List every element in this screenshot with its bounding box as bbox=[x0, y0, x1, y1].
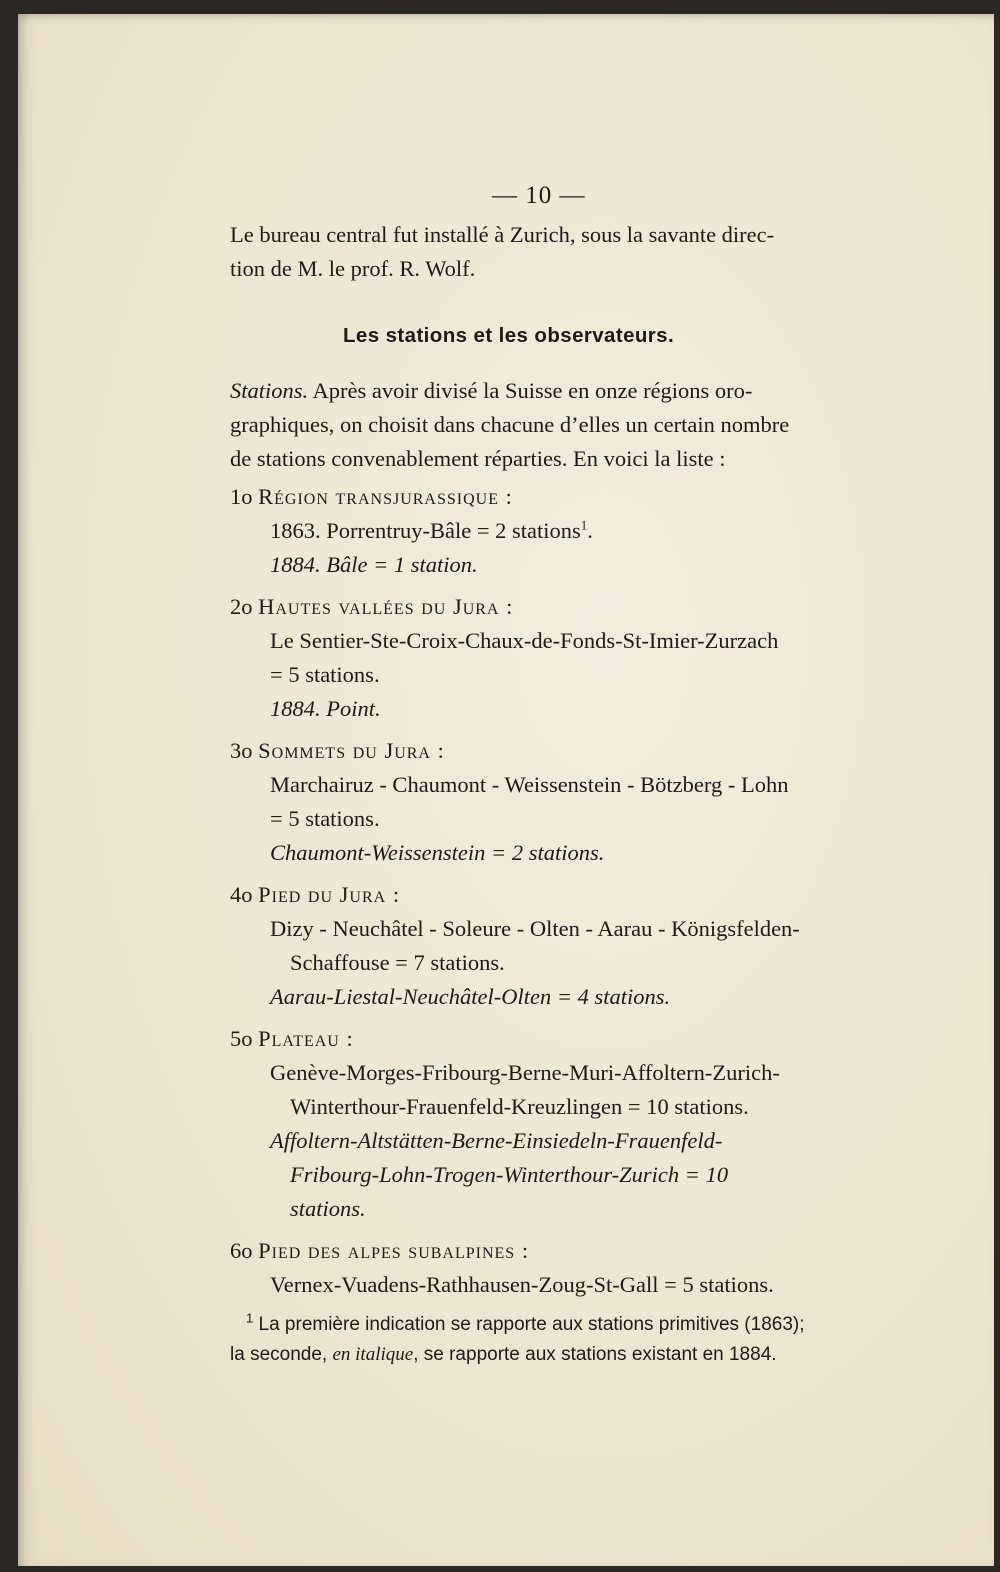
region-5-line-1: Genève-Morges-Fribourg-Berne-Muri-Affoltern-Zurich- bbox=[270, 1060, 780, 1085]
footnote-line-1 bbox=[246, 1310, 805, 1336]
region-1-name: Région transjurassique : bbox=[258, 484, 513, 509]
region-3-line-3: Chaumont-Weissenstein = 2 stations. bbox=[270, 840, 605, 865]
region-1-number: 1o bbox=[230, 484, 253, 509]
region-2-line-1: Le Sentier-Ste-Croix-Chaux-de-Fonds-St-Imier-Zurzach bbox=[270, 628, 779, 653]
region-4-line-1: Dizy - Neuchâtel - Soleure - Olten - Aarau - Königsfelden- bbox=[270, 916, 800, 941]
stations-label: Stations. bbox=[230, 378, 309, 403]
region-3-number: 3o bbox=[230, 738, 253, 763]
region-4-line-2: Schaffouse = 7 stations. bbox=[290, 950, 505, 975]
footnote-line-2-a: la seconde, bbox=[230, 1344, 333, 1365]
region-5-line-4: Fribourg-Lohn-Trogen-Winterthour-Zurich = 10 bbox=[290, 1162, 729, 1187]
region-1-title bbox=[230, 480, 513, 514]
region-1-line-1-text: 1863. Porrentruy-Bâle = 2 stations bbox=[270, 518, 581, 543]
region-2-name: Hautes vallées du Jura : bbox=[258, 594, 514, 619]
footnote-ref: 1 bbox=[580, 517, 588, 533]
region-3-line-1: Marchairuz - Chaumont - Weissenstein - Bötzberg - Lohn bbox=[270, 772, 789, 797]
stations-line-2: graphiques, on choisit dans chacune d’elles un certain nombre bbox=[230, 412, 790, 437]
region-2-line-3: 1884. Point. bbox=[270, 696, 381, 721]
region-4-number: 4o bbox=[230, 882, 253, 907]
region-2-line-2: = 5 stations. bbox=[270, 662, 380, 687]
region-3-title bbox=[230, 734, 445, 768]
footnote-marker: 1 bbox=[246, 1310, 254, 1326]
region-5-number: 5o bbox=[230, 1026, 253, 1051]
region-6-number: 6o bbox=[230, 1238, 253, 1263]
footnote-line-2-b: , se rapporte aux stations existant en 1884. bbox=[413, 1344, 777, 1365]
region-4-name: Pied du Jura : bbox=[258, 882, 401, 907]
region-4-title bbox=[230, 878, 400, 912]
book-page bbox=[18, 14, 994, 1566]
region-5-line-3: Affoltern-Altstätten-Berne-Einsiedeln-Frauenfeld- bbox=[270, 1128, 723, 1153]
region-1-line-1: 1863. Porrentruy-Bâle = 2 stations$^1$. bbox=[270, 517, 593, 543]
region-5-title bbox=[230, 1022, 354, 1056]
region-6-name: Pied des alpes subalpines : bbox=[258, 1238, 530, 1263]
footnote-italic: en italique bbox=[332, 1344, 414, 1365]
region-5-line-5: stations. bbox=[290, 1196, 366, 1221]
region-6-line-1: Vernex-Vuadens-Rathhausen-Zoug-St-Gall = 5 stations. bbox=[270, 1272, 774, 1297]
stations-line-1 bbox=[230, 374, 752, 408]
region-1-line-2: 1884. Bâle = 1 station. bbox=[270, 552, 478, 577]
region-6-title bbox=[230, 1234, 529, 1268]
region-2-number: 2o bbox=[230, 594, 253, 619]
section-heading: Les stations et les observateurs. bbox=[343, 324, 675, 347]
region-3-name: Sommets du Jura : bbox=[258, 738, 445, 763]
region-4-line-3: Aarau-Liestal-Neuchâtel-Olten = 4 stations. bbox=[270, 984, 671, 1009]
intro-line-2: tion de M. le prof. R. Wolf. bbox=[230, 256, 476, 281]
stations-line-3: de stations convenablement réparties. En voici la liste : bbox=[230, 446, 726, 471]
intro-line-1: Le bureau central fut installé à Zurich, sous la savante direc- bbox=[230, 222, 775, 247]
region-5-line-2: Winterthour-Frauenfeld-Kreuzlingen = 10 stations. bbox=[290, 1094, 749, 1119]
page-number: — 10 — bbox=[492, 182, 586, 209]
footnote-line-1-text: La première indication se rapporte aux stations primitives (1863); bbox=[253, 1314, 805, 1335]
region-3-line-2: = 5 stations. bbox=[270, 806, 380, 831]
region-5-name: Plateau : bbox=[258, 1026, 354, 1051]
stations-line-1-text: Après avoir divisé la Suisse en onze régions oro- bbox=[308, 378, 753, 403]
footnote-line-2 bbox=[230, 1344, 777, 1366]
region-2-title bbox=[230, 590, 513, 624]
